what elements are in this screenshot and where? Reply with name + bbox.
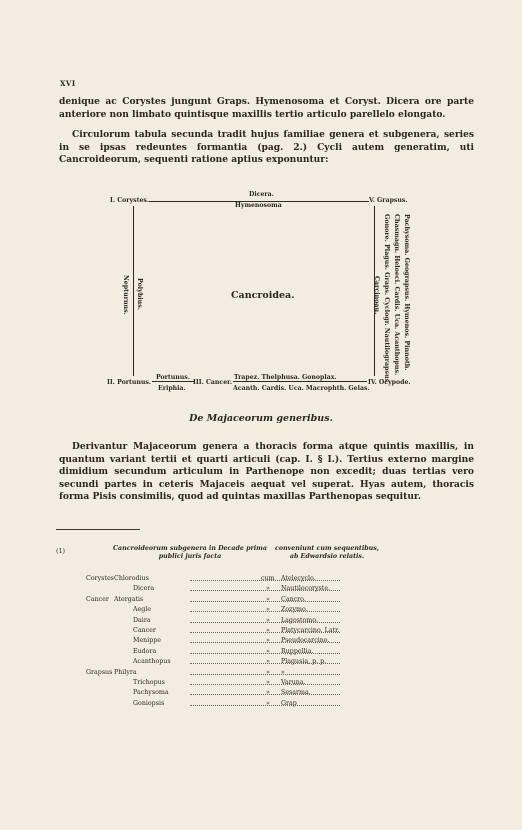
page-number: XVI	[60, 79, 76, 88]
diagram-bottom-left: II. Portunus.	[107, 379, 151, 386]
footnote-row-subgenus: Atergatis	[114, 595, 144, 603]
footnote-row-connector: »	[266, 658, 270, 666]
footnote-row-connector: »	[266, 616, 270, 624]
diagram-left-vertical-2: Polybius.	[136, 278, 143, 310]
diagram-bottom-line-right	[233, 381, 367, 382]
footnote-row-subgenus: Goniopsis	[133, 699, 165, 707]
footnote-row-subgenus: Trichopus	[133, 679, 165, 686]
footnote-row-connector: »	[266, 699, 270, 707]
footnote-row-connector: »	[266, 606, 270, 614]
footnote-row	[86, 648, 346, 658]
footnote-row-subgenus: Chlorodius	[114, 575, 149, 582]
footnote-row-subgenus: Cancer	[133, 627, 156, 634]
diagram-top-mid-2: Hymenosoma	[235, 202, 282, 209]
footnote-row-equivalent: Cancro.	[281, 595, 306, 603]
footnote-row-equivalent: Varuna.	[281, 679, 306, 686]
paragraph-2: Circulorum tabula secunda tradit hujus familiae genera et subgenera, series in se ipsas redeuntes formantia (pag. 2.) Cycli autem generatim, uti Cancroideorum, sequenti ratione aptius exponuntur:	[59, 129, 474, 165]
footnote-row	[86, 617, 346, 627]
diagram-right-vertical-2: Chasmagn. Heloeci. Cardis. Uca. Acanthopus.	[393, 214, 400, 376]
diagram-top-left: I. Corystes.	[110, 197, 150, 204]
footnote-row-connector: »	[266, 647, 270, 655]
footnote-row-leader	[190, 596, 340, 602]
footnote-row-equivalent: Sesarma.	[281, 689, 311, 697]
footnote-row-leader	[190, 700, 340, 706]
footnote-rule	[56, 529, 140, 530]
diagram-right-vertical-1: Pachysoma. Geograpsus. Hymenos. Pinnoth.	[403, 214, 410, 371]
footnote-row-connector: »	[266, 679, 270, 686]
footnote-row-equivalent: Platycarcino. Latr.	[281, 627, 340, 634]
footnote-head-left: Cancroideorum subgenera in Decade prima publici juris facta	[113, 545, 267, 560]
footnote-row-genus: Corystes	[86, 575, 114, 582]
footnote-row-connector: cum	[261, 575, 275, 582]
diagram-bottom-line-left	[152, 381, 194, 382]
footnote-row-subgenus: Daira	[133, 616, 151, 624]
footnote-row-equivalent: Plagusia, p. p.	[281, 658, 327, 666]
footnote-row-connector: »	[266, 595, 270, 603]
footnote-row-subgenus: Eudora	[133, 647, 157, 655]
footnote-row-connector: »	[266, 668, 270, 676]
diagram-bottom-mid: III. Cancer.	[193, 379, 232, 386]
footnote-row-leader	[190, 606, 340, 612]
footnote-marker: (1)	[56, 547, 66, 555]
paragraph-1: denique ac Corystes jungunt Graps. Hymenosoma et Coryst. Dicera ore parte anteriore non limbato quintisque maxillis tertio articulo parellelo elongato.	[59, 96, 474, 120]
diagram-bottom-portunus: Portunus.	[156, 374, 190, 381]
footnote-row	[86, 679, 346, 689]
footnote-row-connector: »	[266, 627, 270, 634]
footnote-head-right: conveniunt cum sequentibus, ab Edwardsio relatis.	[275, 545, 379, 560]
paragraph-3: Derivantur Majaceorum genera a thoracis forma atque quintis maxillis, in quantum variant tertii et quarti articuli (cap. I. § I.). Tertius externo margine dimidium secundum articulum in Parthenope non excedit; duas tertias vero secundi partes in ceteris Majaceis aequat vel superat. Hyas autem, thoracis forma Pisis consimilis, quod ad quintas maxillas Parthenopas sequitur.	[59, 441, 474, 502]
footnote-row-connector: »	[266, 689, 270, 697]
diagram-bottom-right: IV. Ocypode.	[368, 379, 411, 386]
footnote-row-equivalent: Lagostomo.	[281, 616, 318, 624]
footnote-row-connector: »	[266, 585, 270, 593]
footnote-row-leader	[190, 689, 340, 695]
footnote-row	[86, 627, 346, 637]
section-title: De Majaceorum generibus.	[189, 413, 333, 424]
diagram-bottom-eriphia: Eriphia.	[158, 385, 186, 392]
diagram-top-right: V. Grapsus.	[369, 197, 408, 204]
footnote-row-subgenus: Philyra	[114, 668, 137, 676]
footnote-row	[86, 575, 346, 585]
footnote-row	[86, 658, 346, 668]
footnote-row	[86, 606, 346, 616]
footnote-row	[86, 669, 346, 679]
footnote-row-equivalent: Nautilocoryste.	[281, 585, 331, 593]
footnote-row	[86, 637, 346, 647]
diagram-top-mid-1: Dicera.	[249, 191, 274, 198]
diagram-left-vertical-1: Nepturnus.	[122, 275, 129, 315]
footnote-row-genus: Grapsus	[86, 668, 113, 676]
diagram-bottom-mid-1: Trapez. Thelphusa. Gonoplax.	[234, 374, 337, 381]
footnote-row-subgenus: Dicera	[133, 585, 155, 593]
footnote-row-leader	[190, 648, 340, 654]
footnote-row-connector: »	[266, 637, 270, 645]
diagram-left-line	[133, 206, 134, 376]
footnote-row-equivalent: Zozymo.	[281, 606, 308, 614]
footnote-row	[86, 689, 346, 699]
footnote-row-equivalent: Pseudocarcino.	[281, 637, 330, 645]
footnote-row-subgenus: Aegle	[133, 606, 152, 614]
footnote-row-subgenus: Menippe	[133, 637, 162, 645]
footnote-row	[86, 700, 346, 710]
footnote-row-subgenus: Pachysoma	[133, 689, 169, 697]
diagram-right-vertical-3: Gonore. Plagus. Graps. Cyclogr. Nautilograpsus.	[383, 214, 390, 385]
diagram-right-vertical-4: Carcinoau.	[373, 276, 380, 315]
footnote-row-leader	[190, 669, 340, 675]
diagram-bottom-mid-2: Acanth. Cardis. Uca. Macrophth. Gelas.	[233, 385, 370, 392]
footnote-row-leader	[190, 679, 340, 685]
footnote-row-equivalent: Ruppellia.	[281, 647, 314, 655]
footnote-row-equivalent: Atelecyclo.	[281, 575, 316, 582]
footnote-row	[86, 596, 346, 606]
footnote-row-genus: Cancer	[86, 595, 109, 603]
footnote-row	[86, 585, 346, 595]
diagram-center-label: Cancroidea.	[231, 290, 295, 301]
footnote-row-subgenus: Acanthopus	[133, 658, 171, 666]
footnote-row-equivalent: »	[281, 668, 285, 676]
footnote-row-equivalent: Grap	[281, 699, 297, 707]
